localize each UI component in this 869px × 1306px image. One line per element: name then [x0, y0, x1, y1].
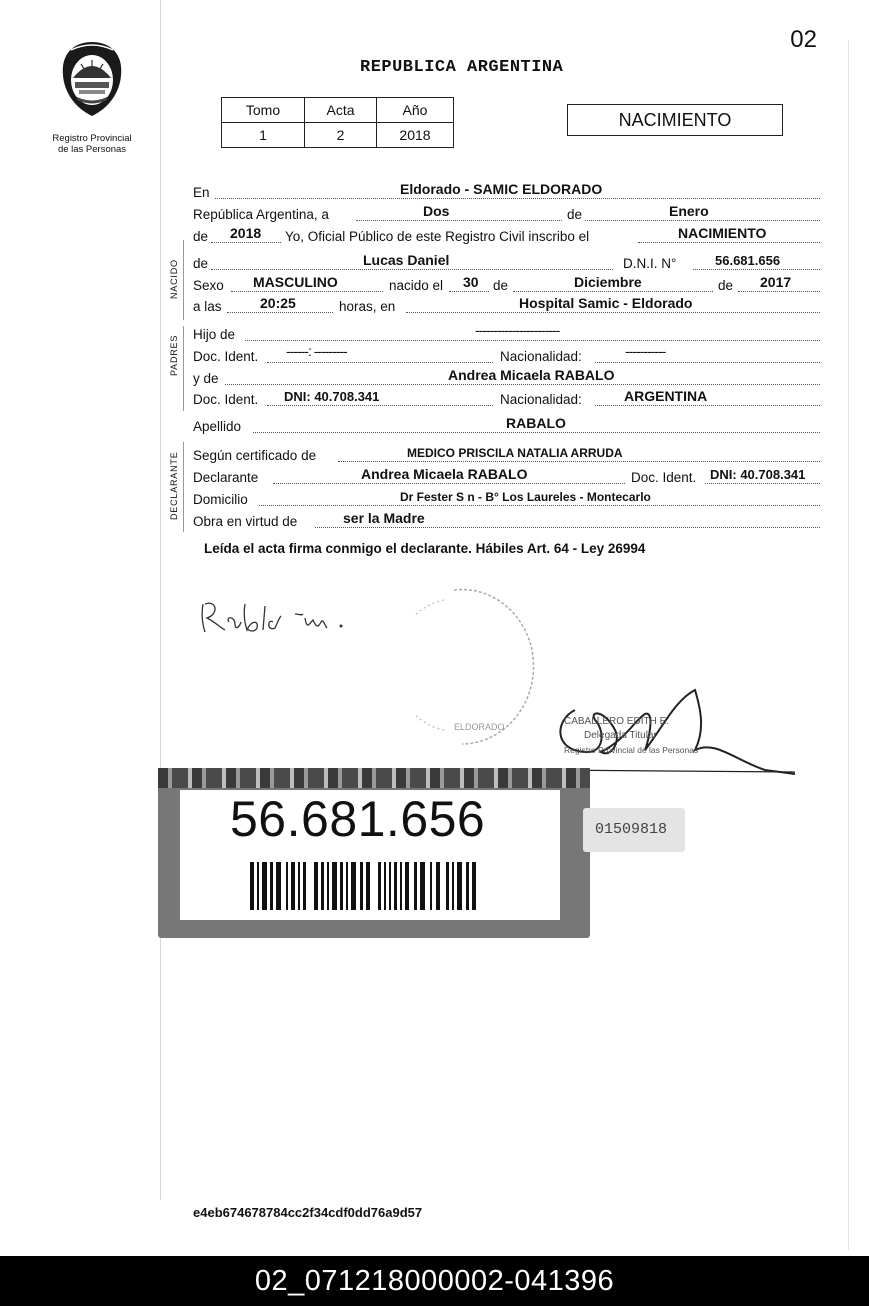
barcode [250, 862, 480, 910]
certificado-label: Según certificado de [193, 448, 317, 463]
month-text: Enero [669, 203, 709, 219]
declarant-signature [195, 594, 355, 644]
circular-seal [414, 580, 549, 750]
sexo-label: Sexo [193, 278, 224, 293]
day-dots [356, 220, 562, 221]
table-header-ano: Año [377, 98, 454, 123]
section-rule-nacido [183, 240, 184, 320]
footer-bar [0, 1256, 869, 1306]
father-dots [245, 340, 820, 341]
birth-day: 30 [463, 274, 479, 290]
de2-label: de [193, 229, 209, 244]
row-republica [193, 204, 823, 224]
section-label-nacido: NACIDO [169, 259, 179, 299]
table-header-tomo: Tomo [222, 98, 305, 123]
row-mother [193, 368, 823, 388]
apellido-label: Apellido [193, 419, 242, 434]
mother-dots [225, 384, 820, 385]
row-hijo [193, 324, 823, 344]
de3-label: de [493, 278, 509, 293]
domicilio-label: Domicilio [193, 492, 248, 507]
father-name: ----------------------- [475, 322, 560, 338]
official-role: Delegada Titular [584, 730, 657, 741]
father-doc-dots [267, 362, 493, 363]
nacionalidad-label: Nacionalidad: [500, 349, 582, 364]
svg-text:ELDORADO: ELDORADO [454, 722, 505, 732]
republica-label: República Argentina, a [193, 207, 329, 222]
inscribo-dots [638, 242, 820, 243]
domicilio-value: Dr Fester S n - B° Los Laureles - Montecarlo [400, 490, 651, 504]
sexo-value: MASCULINO [253, 274, 338, 290]
dni-label: D.N.I. N° [623, 256, 677, 271]
table-value-ano: 2018 [377, 123, 454, 148]
footer-filename: 02_071218000002-041396 [254, 1265, 615, 1297]
id-sticker [158, 768, 590, 938]
declarante-label: Declarante [193, 470, 259, 485]
birth-year: 2017 [760, 274, 792, 290]
registry-logo [40, 40, 144, 155]
year-text: 2018 [230, 225, 262, 241]
father-doc: ------: --------- [286, 343, 347, 359]
row-hora [193, 296, 823, 316]
nacionalidad2-label: Nacionalidad: [500, 392, 582, 407]
certificado-value: MEDICO PRISCILA NATALIA ARRUDA [407, 446, 623, 460]
row-certificado [193, 445, 823, 465]
birth-day-dots [449, 291, 489, 292]
nacido-label: nacido el [389, 278, 444, 293]
provincial-crest-icon [57, 40, 127, 118]
serial-number: 01509818 [595, 821, 668, 838]
sexo-dots [231, 291, 383, 292]
birth-month: Diciembre [574, 274, 642, 290]
doc-ident3-label: Doc. Ident. [631, 470, 697, 485]
y-de-label: y de [193, 371, 219, 386]
sticker-number: 56.681.656 [230, 791, 486, 847]
page-number: 02 [790, 26, 817, 53]
row-declarante [193, 467, 823, 487]
document-hash: e4eb674678784cc2f34cdf0dd76a9d57 [193, 1205, 423, 1220]
hijo-label: Hijo de [193, 327, 236, 342]
section-rule-declarante [183, 442, 184, 532]
table-header-acta: Acta [305, 98, 377, 123]
name-value: Lucas Daniel [363, 252, 450, 268]
row-year [193, 226, 823, 246]
horas-label: horas, en [339, 299, 396, 314]
row-apellido [193, 416, 823, 436]
name-label: de [193, 256, 209, 271]
mother-nationality-dots [595, 405, 820, 406]
row-mother-doc [193, 389, 823, 409]
doc-ident2-label: Doc. Ident. [193, 392, 259, 407]
table-value-acta: 2 [305, 123, 377, 148]
section-label-padres: PADRES [169, 334, 179, 376]
sticker-pattern [158, 768, 590, 788]
page-edge-right [848, 40, 849, 1250]
row-father-doc [193, 343, 823, 366]
father-nationality: ----------- [625, 343, 666, 359]
birth-time-dots [227, 312, 333, 313]
section-label-declarante: DECLARANTE [169, 451, 179, 520]
certificado-dots [338, 461, 820, 462]
birth-place-dots [406, 312, 820, 313]
mother-nationality: ARGENTINA [624, 388, 708, 404]
row-name [193, 253, 823, 273]
a-las-label: a las [193, 299, 222, 314]
inscribo-value: NACIMIENTO [678, 225, 767, 241]
obra-label: Obra en virtud de [193, 514, 298, 529]
row-domicilio [193, 489, 823, 509]
row-en [193, 182, 823, 202]
name-dots [211, 269, 613, 270]
de4-label: de [718, 278, 734, 293]
document-type-box: NACIMIENTO [567, 104, 783, 136]
en-dots [215, 198, 820, 199]
declarante-value: Andrea Micaela RABALO [361, 466, 528, 482]
row-sexo [193, 275, 823, 295]
mother-name: Andrea Micaela RABALO [448, 367, 615, 383]
apellido-dots [253, 432, 820, 433]
agency-line1: Registro Provincial [52, 133, 132, 144]
dni-dots [693, 269, 820, 270]
serial-stamp [583, 808, 685, 852]
day-text: Dos [423, 203, 450, 219]
obra-value: ser la Madre [343, 510, 425, 526]
dni-value: 56.681.656 [715, 253, 781, 268]
de-label: de [567, 207, 583, 222]
official-name: CABALLERO EDITH E. [564, 716, 670, 727]
father-nationality-dots [595, 362, 820, 363]
declarante-doc: DNI: 40.708.341 [710, 467, 806, 482]
row-obra [193, 511, 823, 531]
year-dots [211, 242, 281, 243]
doc-ident-label: Doc. Ident. [193, 349, 259, 364]
en-label: En [193, 185, 210, 200]
apellido-value: RABALO [506, 415, 566, 431]
declarante-doc-dots [705, 483, 820, 484]
en-value: Eldorado - SAMIC ELDORADO [400, 181, 603, 197]
official-office: Registro Provincial de las Personas [564, 745, 699, 755]
sticker-label [180, 790, 560, 920]
declarante-dots [273, 483, 625, 484]
section-rule-padres [183, 326, 184, 411]
birth-place: Hospital Samic - Eldorado [519, 295, 693, 311]
country-title: REPUBLICA ARGENTINA [360, 58, 564, 77]
closing-text: Leída el acta firma conmigo el declarante. Hábiles Art. 64 - Ley 26994 [204, 541, 646, 556]
obra-dots [315, 527, 820, 528]
agency-line2: de las Personas [57, 144, 127, 155]
month-dots [585, 220, 820, 221]
mother-doc-dots [267, 405, 493, 406]
birth-time: 20:25 [260, 295, 296, 311]
domicilio-dots [259, 505, 820, 506]
official-stamp [560, 715, 760, 757]
oficial-text: Yo, Oficial Público de este Registro Civil inscribo el [285, 229, 590, 244]
page-edge-left [160, 0, 161, 1200]
birth-year-dots [738, 291, 820, 292]
registry-table [221, 97, 454, 148]
table-value-tomo: 1 [222, 123, 305, 148]
mother-doc: DNI: 40.708.341 [284, 389, 380, 404]
birth-month-dots [513, 291, 713, 292]
